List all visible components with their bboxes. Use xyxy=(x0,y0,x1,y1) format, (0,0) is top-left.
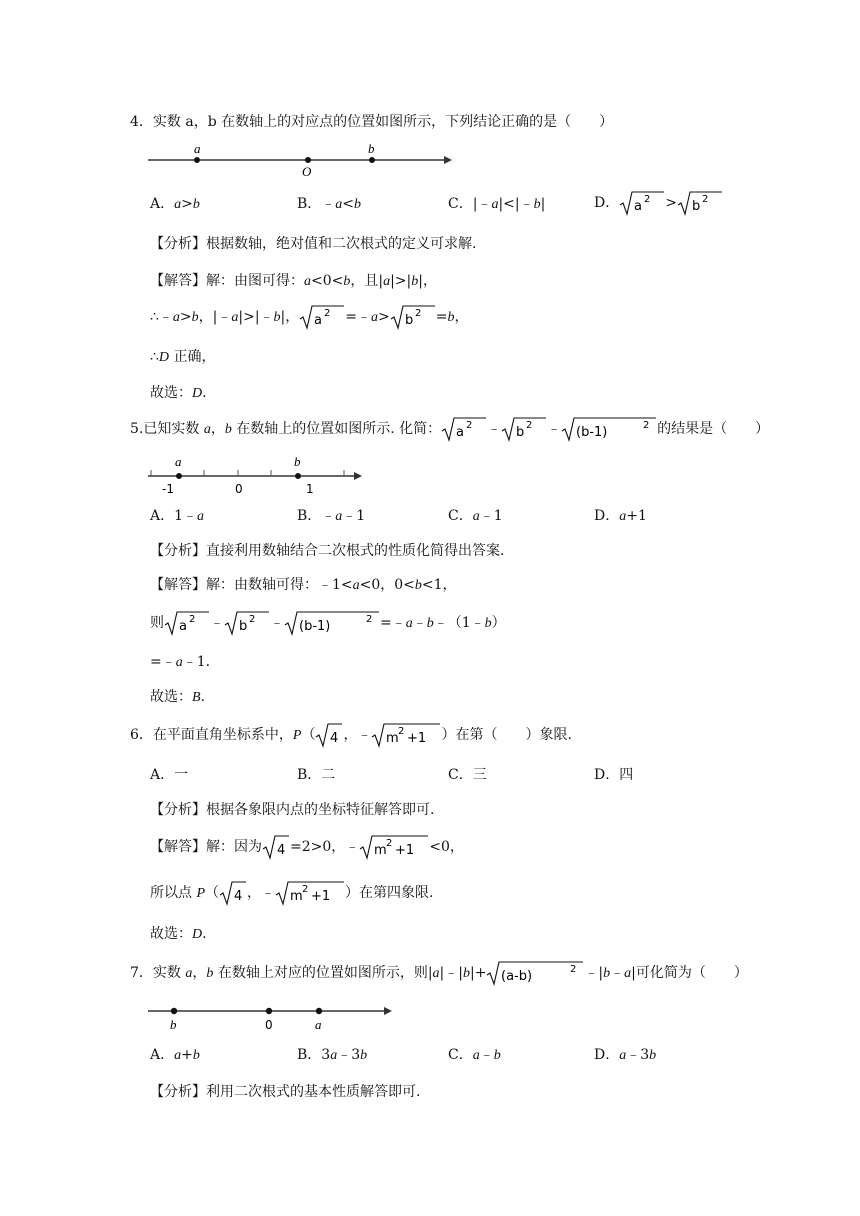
q5-nl-label-0: 0 xyxy=(235,482,243,496)
svg-text:+1: +1 xyxy=(311,889,331,904)
q5-stem-post: 的结果是（ ） xyxy=(657,421,770,437)
svg-text:2: 2 xyxy=(249,614,256,625)
svg-text:a: a xyxy=(456,425,465,440)
q4-nl-label-a: a xyxy=(194,141,201,156)
q7-analysis: 【分析】利用二次根式的基本性质解答即可. xyxy=(150,1084,421,1100)
sqrt-a2-icon xyxy=(619,190,665,216)
q7-option-c: C．a﹣b xyxy=(448,1047,501,1063)
q4-solution: 【解答】解：由图可得：a<0<b，且|a|>|b|， xyxy=(150,273,437,289)
svg-text:(b-1): (b-1) xyxy=(299,619,331,634)
svg-text:+1: +1 xyxy=(395,843,415,858)
q4-number-line xyxy=(146,140,456,180)
q4-step2: ∴D 正确， xyxy=(150,349,216,365)
q5-nl-label-neg1: -1 xyxy=(162,482,174,496)
sqrt-m2p1-icon xyxy=(371,722,441,748)
q4-stem xyxy=(130,112,613,132)
svg-text:a: a xyxy=(634,199,643,214)
q6-number: 6． xyxy=(130,727,153,743)
q6-option-d: D．四 xyxy=(594,767,634,783)
q6-stem: 6．在平面直角坐标系中，P（ 4 ，﹣ m 2 +1 ）在第（ ）象限. xyxy=(130,722,572,748)
q7-number: 7． xyxy=(130,965,153,981)
svg-text:b: b xyxy=(691,199,701,214)
q5-nl-label-b: b xyxy=(294,454,301,469)
q6-choose: 故选：D. xyxy=(150,926,207,942)
q4-analysis: 【分析】根据数轴，绝对值和二次根式的定义可求解. xyxy=(150,236,477,252)
q7-nl-label-b: b xyxy=(170,1017,177,1032)
q5-analysis: 【分析】直接利用数轴结合二次根式的性质化简得出答案. xyxy=(150,543,505,559)
q7-stem: 7．实数 a，b 在数轴上对应的位置如图所示，则|a|﹣|b|+ (a-b) 2 ﹣|b﹣a|可化简为（ ） xyxy=(130,960,748,986)
q5-stem: 5.已知实数 a，b 在数轴上的位置如图所示. 化简： a 2 ﹣ b 2 ﹣ (b-1) 2 的结果是（ ） xyxy=(130,416,769,442)
q5-option-d: D．a+1 xyxy=(594,508,647,524)
svg-text:2: 2 xyxy=(466,420,473,431)
q4-choose: 故选：D. xyxy=(150,385,207,401)
sqrt-a2-icon xyxy=(441,416,487,442)
q6-option-b: B．二 xyxy=(297,767,336,783)
q5-choose: 故选：B. xyxy=(150,689,206,705)
q7-number-line xyxy=(146,995,396,1035)
sqrt-4-icon xyxy=(262,834,290,860)
svg-text:4: 4 xyxy=(330,731,339,746)
q5-solution: 【解答】解：由数轴可得：﹣1<a<0，0<b<1， xyxy=(150,577,457,593)
q6-solution: 【解答】解：因为 4 =2>0，﹣ m 2 +1 <0， xyxy=(150,834,464,860)
svg-text:4: 4 xyxy=(234,889,243,904)
q5-number-line xyxy=(146,450,366,498)
sqrt-a2-icon xyxy=(164,610,210,636)
svg-text:2: 2 xyxy=(324,308,331,319)
q6-step1: 所以点 P（ 4 ，﹣ m 2 +1 ）在第四象限. xyxy=(150,880,433,906)
q4-option-d: D． a 2 > b 2 xyxy=(594,190,723,216)
svg-text:2: 2 xyxy=(386,838,393,849)
svg-text:2: 2 xyxy=(701,194,709,205)
svg-text:a: a xyxy=(179,619,187,634)
q4-option-b: B．﹣a<b xyxy=(297,196,362,212)
q5-number: 5. xyxy=(130,421,144,437)
q7-option-d: D．a﹣3b xyxy=(594,1047,657,1063)
svg-text:+1: +1 xyxy=(407,731,427,746)
q7-option-b: B．3a﹣3b xyxy=(297,1047,368,1063)
svg-text:2: 2 xyxy=(643,420,650,431)
q6-option-a: A．一 xyxy=(150,767,189,783)
q4-option-c: C．|﹣a|<|﹣b| xyxy=(448,196,546,212)
sqrt-b2-icon xyxy=(224,610,270,636)
svg-text:2: 2 xyxy=(526,420,533,431)
q5-option-a: A．1﹣a xyxy=(150,508,205,524)
q5-step1: 则 a 2 ﹣ b 2 ﹣ (b-1) 2 =﹣a﹣b﹣（1﹣b） xyxy=(150,610,506,636)
svg-text:b: b xyxy=(239,619,248,634)
sqrt-m2p1-icon xyxy=(275,880,345,906)
svg-text:2: 2 xyxy=(302,884,309,895)
sqrt-m2p1-icon xyxy=(359,834,429,860)
q7-nl-label-a: a xyxy=(315,1017,322,1032)
sqrt-b2-icon xyxy=(390,304,436,330)
q4-step1: ∴﹣a>b，|﹣a|>|﹣b|， a 2 =﹣a> b 2 =b， xyxy=(150,304,468,330)
sqrt-bm1-icon xyxy=(561,416,657,442)
q7-nl-label-0: 0 xyxy=(265,1018,273,1032)
svg-text:(a-b): (a-b) xyxy=(501,969,533,984)
q4-nl-label-o: O xyxy=(302,164,312,179)
sqrt-b2-icon xyxy=(501,416,547,442)
svg-text:2: 2 xyxy=(189,614,196,625)
svg-text:b: b xyxy=(404,313,413,328)
svg-text:(b-1): (b-1) xyxy=(576,425,608,440)
svg-text:a: a xyxy=(314,313,323,328)
svg-text:m: m xyxy=(374,843,387,858)
sqrt-4-icon xyxy=(219,880,247,906)
q5-step2: =﹣a﹣1. xyxy=(150,654,211,670)
q5-nl-label-1: 1 xyxy=(306,482,314,496)
sqrt-amb-icon xyxy=(486,960,584,986)
q6-option-c: C．三 xyxy=(448,767,487,783)
q4-option-a: A．a>b xyxy=(150,196,200,212)
sqrt-4-icon xyxy=(315,722,343,748)
q5-option-b: B．﹣a﹣1 xyxy=(297,508,366,524)
svg-text:2: 2 xyxy=(414,308,422,319)
svg-text:2: 2 xyxy=(398,726,405,737)
q7-option-a: A．a+b xyxy=(150,1047,200,1063)
svg-text:b: b xyxy=(516,425,525,440)
q5-option-c: C．a﹣1 xyxy=(448,508,503,524)
svg-text:m: m xyxy=(290,889,303,904)
q4-stem-text: 实数 a，b 在数轴上的对应点的位置如图所示，下列结论正确的是（ ） xyxy=(152,114,614,130)
svg-text:2: 2 xyxy=(570,964,577,975)
svg-text:4: 4 xyxy=(277,843,286,858)
q5-nl-label-a: a xyxy=(175,454,182,469)
svg-text:2: 2 xyxy=(366,614,373,625)
sqrt-a2-icon xyxy=(299,304,345,330)
q4-number: 4． xyxy=(130,114,153,130)
q4-nl-label-b: b xyxy=(368,141,375,156)
sqrt-bm1-icon xyxy=(284,610,380,636)
svg-text:m: m xyxy=(386,731,400,746)
sqrt-b2-icon xyxy=(677,190,723,216)
svg-text:2: 2 xyxy=(644,194,651,205)
q6-analysis: 【分析】根据各象限内点的坐标特征解答即可. xyxy=(150,802,435,818)
